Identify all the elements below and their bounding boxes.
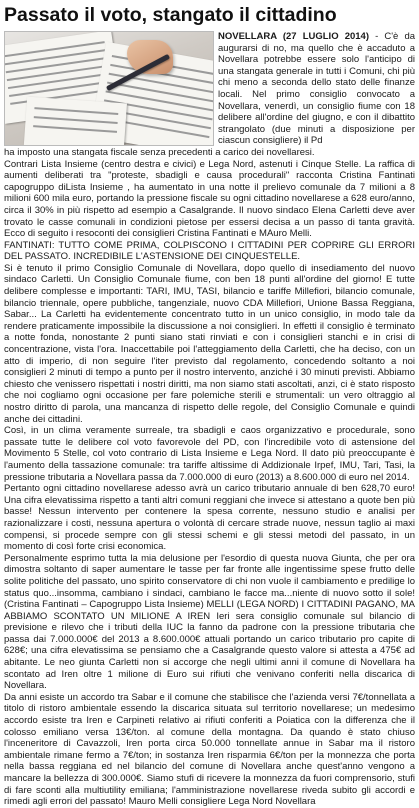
- article-body: [4, 147, 415, 808]
- article-title: Passato il voto, stangato il cittadino: [4, 4, 337, 26]
- article-paragraph: Pertanto ogni cittadino novellarese adesso avrà un carico tributario annuale di ben 628,70 euro! Una cifra elevatissima rispetto a tanti altri comuni reggiani che invece si attestano a quote ben più basse! Nessun intervento per contenere la spesa corrente, nessuno studio e analisi per razionalizzare i costi, nessuna apertura o volontà di cercare strade nuove, nessun taglio ai maxi compensi, si procede sempre con gli stessi schemi e gli stessi metodi del passato, in un momento di così forte crisi economica.: [4, 483, 415, 553]
- article-top: [4, 31, 415, 147]
- article-paragraph: Contrari Lista Insieme (centro destra e civici) e Lega Nord, astenuti i Cinque Stelle. La raffica di aumenti deliberati tra "proteste, sbadigli e causa procedurali" racconta Cristina Fantinati capogruppo diLista Insieme , ha aumentato in una notte il prelievo comunale da 7 milioni a 8 milioni 600 mila euro, portando la pressione fiscale su ogni cittadino novellarese a 628 euro/anno, circa il 30% in più rispetto ad esempio a Casalgrande. Il nuovo sindaco Elena Carletti deve aver trovato le casse comunali in condizioni pietose per essersi decisa a un passo di tanta gravità. Ecco di seguito i resoconti dei consiglieri Cristina Fantinati e MAuro Melli.: [4, 158, 415, 240]
- article-lead: [218, 31, 415, 147]
- article-paragraph: Da anni esiste un accordo tra Sabar e il comune che stabilisce che l'azienda versi 7€/tonnellata a titolo di ristoro ambientale essendo la discarica situata sul territorio novellarese; un medesimo accordo esiste tra Iren e Carpineti relativo ai rifiuti conferiti a Poiatica con la differenza che il colosso emiliano versa 13€/ton. al comune della montagna. Da quando è stato chiuso l'inceneritore di Cavazzoli, Iren porta circa 50.000 tonnellate annue in Sabar ma il ristoro ambientale rimane fermo a 7€/ton; in sostanza Iren risparmia 6€/ton per la monnezza che porta nella bassa reggiana ed nel bilancio del comune di Novellara anche quest'anno vengono a mancare la bellezza di 300.000€. Siamo stufi di ricevere la monnezza da fuori comprensorio, stufi di fare sconti alla multiutility emiliana; l'amministrazione novellarese riveda subito gli accordi e rimedi agli errori del passato! Mauro Melli consigliere Lega Nord Novellara: [4, 691, 415, 808]
- article-paragraph: Personalmente esprimo tutta la mia delusione per l'esordio di questa nuova Giunta, che per ora dimostra soltanto di saper aumentare le tasse per far fronte alle ingentissime spese frutto delle solite politiche del passato, uno spirito conservatore di chi non vuole il cambiamento e predilige lo status quo...insomma, cambiano i sindaci, cambiano le facce ma...niente di nuovo sotto il sole! (Cristina Fantinati – Capogruppo Lista Insieme) MELLI (LEGA NORD) I CITTADINI PAGANO, MA ABBIAMO SCONTATO UN MILIONE A IREN Ieri sera consiglio comunale sul bilancio di previsione e rilevo che i tributi della IUC la fanno da padrone con la pressione tributaria che passa dai 7.000.000€ del 2013 a 8.600.000€ attuali portando un carico tributario pro capite di 628€; una cifra elevatissima se pensiamo che a Casalgrande questo valore si attesta a 475€ ad abitante. Le neo giunta Carletti non si accorge che negli ultimi anni il comune di Novellara ha scontato ad Iren oltre 1 milione di Euro sui rifiuti che venivano conferiti nella discarica di Novellara.: [4, 552, 415, 692]
- article-paragraph: FANTINATI: TUTTO COME PRIMA, COLPISCONO I CITTADINI PER COPRIRE GLI ERRORI DEL PASSATO. INCREDIBILE L'ASTENSIONE DEI CINQUESTELLE.: [4, 239, 415, 263]
- article-lead-text: - C'è da augurarsi di no, ma quello che è accaduto a Novellara potrebbe essere solo l'anticipo di una stangata generale in tutti i Comuni, chi più chi meno a seconda dello stato delle finanze locali. Nel primo consiglio convocato a Novellara, venerdì, un consiglio fiume con 18 delibere all'ordine del giugno, e con il dibattito strangolato (due minuti a disposizione per ciascun consigliere) il Pd: [218, 31, 416, 147]
- article-dateline: NOVELLARA (27 LUGLIO 2014): [218, 31, 369, 42]
- article-paragraph: ha imposto una stangata fiscale senza precedenti a carico dei novellaresi.: [4, 146, 315, 158]
- article-paragraph: Così, in un clima veramente surreale, tra sbadigli e caos organizzativo e procedurale, sono passate tutte le delibere col voto favorevole del PD, con l'incredibile voto di astensione del Movimento 5 Stelle, col voto contrario di Lista Insieme e Lega Nord. Il dato più preoccupante è l'aumento della tassazione comunale: tra tariffe altissime di Addizionale Irpef, IMU, Tari, Tasi, la pressione tributaria a Novellara passa da 7.000.000 di euro (2013) a 8.600.000 di euro nel 2014.: [4, 425, 415, 483]
- ballot-photo: [4, 31, 214, 146]
- article-paragraph: Si è tenuto il primo Consiglio Comunale di Novellara, dopo quello di insediamento del nuovo sindaco Carletti. Un Consiglio Comunale fiume, con ben 18 punti all'ordine del giorno! E tutte delibere complesse e importanti: TARI, IMU, TASI, bilancio e tariffe Millefiori, bilancio comunale, bilancio triennale, opere pubbliche, tangenziale, nuovo CDA Millefiori, Unione Bassa Reggiana, Sabar... La Carletti ha evidentemente concentrato tutto in un unico consiglio, in modo tale da rendere praticamente impossibile la discussione a noi consiglieri. In effetti il consiglio è terminato a notte fonda, nonostante 2 punti siano stati rinviati e con i consiglieri stanchi e in crisi di concentrazione, vista l'ora. Inaccettabile poi l'atteggiamento della Carletti, che ha deciso, con un atto di imperio, di non seguire l'iter previsto dal regolamento, concedendo soltanto a noi consiglieri 2 minuti di tempo a punto per il nostro intervento, anziché i 30 minuti previsti. Abbiamo chiesto che venissero rispettati i nostri diritti, ma non siamo stati ascoltati, anzi, ci è stato risposto che noi cogliamo ogni occasione per fare polemiche sterili e strumentali: un vero oltraggio al nostro diritto di parola, una mancanza di rispetto delle regole, del Consiglio Comunale e quindi anche dei cittadini.: [4, 262, 415, 425]
